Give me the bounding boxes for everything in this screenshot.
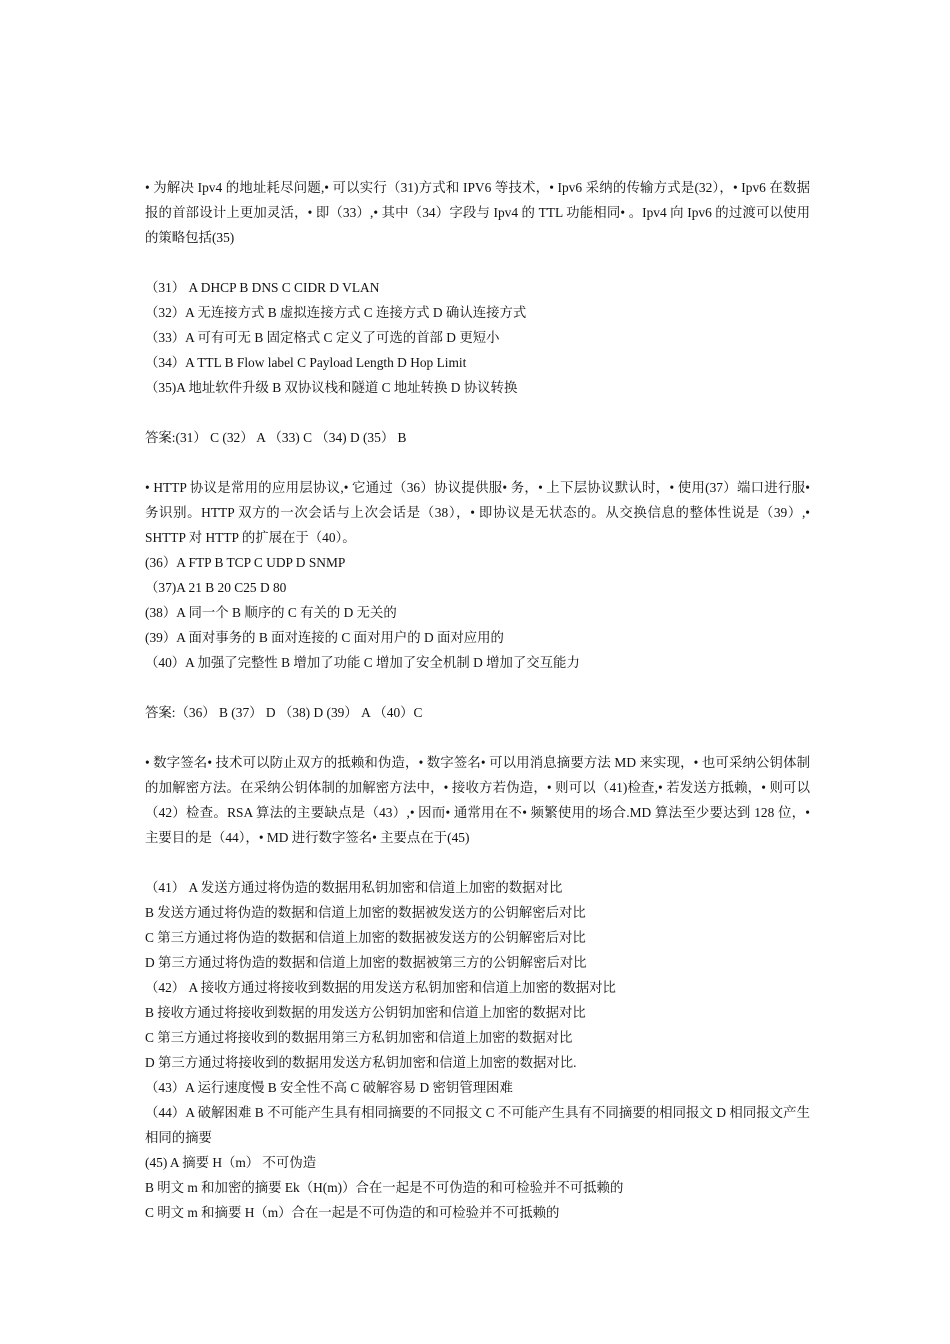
- option-line: （35)A 地址软件升级 B 双协议栈和隧道 C 地址转换 D 协议转换: [145, 380, 518, 395]
- option-line: （33）A 可有可无 B 固定格式 C 定义了可选的首部 D 更短小: [145, 330, 500, 345]
- option-line: （32）A 无连接方式 B 虚拟连接方式 C 连接方式 D 确认连接方式: [145, 305, 527, 320]
- document-body: [145, 175, 810, 1225]
- option-line: D 第三方通过将接收到的数据用发送方私钥加密和信道上加密的数据对比.: [145, 1055, 577, 1070]
- option-line: D 第三方通过将伪造的数据和信道上加密的数据被第三方的公钥解密后对比: [145, 955, 587, 970]
- option-line: B 明文 m 和加密的摘要 Ek（H(m)）合在一起是不可伪造的和可检验并不可抵赖的: [145, 1180, 624, 1195]
- option-line: （34）A TTL B Flow label C Payload Length D Hop Limit: [145, 355, 467, 370]
- spacer: [145, 450, 810, 475]
- option-line: (38）A 同一个 B 顺序的 C 有关的 D 无关的: [145, 605, 397, 620]
- spacer: [145, 400, 810, 425]
- option-line: （42） A 接收方通过将接收到数据的用发送方私钥加密和信道上加密的数据对比: [145, 980, 616, 995]
- question-paragraph-2: • HTTP 协议是常用的应用层协议,• 它通过（36）协议提供服• 务，• 上下层协议默认时，• 使用(37）端口进行服• 务识别。HTTP 双方的一次会话与上次会话是（38），• 即协议是无状态的。从交换信息的整体性说是（39）,• SHTTP 对 HTTP 的扩展在于（40）。: [145, 480, 810, 545]
- option-line: B 发送方通过将伪造的数据和信道上加密的数据被发送方的公钥解密后对比: [145, 905, 586, 920]
- option-line: C 第三方通过将伪造的数据和信道上加密的数据被发送方的公钥解密后对比: [145, 930, 586, 945]
- option-line: (45) A 摘要 H（m） 不可伪造: [145, 1155, 317, 1170]
- spacer: [145, 675, 810, 700]
- option-line: （31） A DHCP B DNS C CIDR D VLAN: [145, 280, 380, 295]
- option-line: C 第三方通过将接收到的数据用第三方私钥加密和信道上加密的数据对比: [145, 1030, 573, 1045]
- option-line: （40）A 加强了完整性 B 增加了功能 C 增加了安全机制 D 增加了交互能力: [145, 655, 580, 670]
- answer-line-2: 答案:（36） B (37） D （38) D (39） A （40）C: [145, 705, 423, 720]
- option-line: （43）A 运行速度慢 B 安全性不高 C 破解容易 D 密钥管理困难: [145, 1080, 513, 1095]
- option-line: (39）A 面对事务的 B 面对连接的 C 面对用户的 D 面对应用的: [145, 630, 504, 645]
- question-paragraph-1: • 为解决 Ipv4 的地址耗尽问题,• 可以实行（31)方式和 IPV6 等技术，• Ipv6 采纳的传输方式是(32），• Ipv6 在数据报的首部设计上更加灵活，• 即（33）,• 其中（34）字段与 Ipv4 的 TTL 功能相同• 。Ipv4 向 Ipv6 的过渡可以使用的策略包括(35): [145, 180, 810, 245]
- answer-line-1: 答案:(31） C (32） A （33) C （34) D (35） B: [145, 430, 407, 445]
- spacer: [145, 850, 810, 875]
- option-line: （37)A 21 B 20 C25 D 80: [145, 580, 287, 595]
- question-paragraph-3: • 数字签名• 技术可以防止双方的抵赖和伪造，• 数字签名• 可以用消息摘要方法 MD 来实现，• 也可采纳公钥体制的加解密方法。在采纳公钥体制的加解密方法中，• 接收方若伪造，• 则可以（41)检查,• 若发送方抵赖，• 则可以（42）检查。RSA 算法的主要缺点是（43）,• 因而• 通常用在不• 频繁使用的场合.MD 算法至少要达到 128 位，• 主要目的是（44），• MD 进行数字签名• 主要点在于(45): [145, 755, 810, 845]
- option-line: （41） A 发送方通过将伪造的数据用私钥加密和信道上加密的数据对比: [145, 880, 563, 895]
- spacer: [145, 725, 810, 750]
- option-line: （44）A 破解困难 B 不可能产生具有相同摘要的不同报文 C 不可能产生具有不同摘要的相同报文 D 相同报文产生相同的摘要: [145, 1105, 810, 1145]
- option-line: (36）A FTP B TCP C UDP D SNMP: [145, 555, 346, 570]
- spacer: [145, 250, 810, 275]
- option-line: C 明文 m 和摘要 H（m）合在一起是不可伪造的和可检验并不可抵赖的: [145, 1205, 560, 1220]
- option-line: B 接收方通过将接收到数据的用发送方公钥钥加密和信道上加密的数据对比: [145, 1005, 586, 1020]
